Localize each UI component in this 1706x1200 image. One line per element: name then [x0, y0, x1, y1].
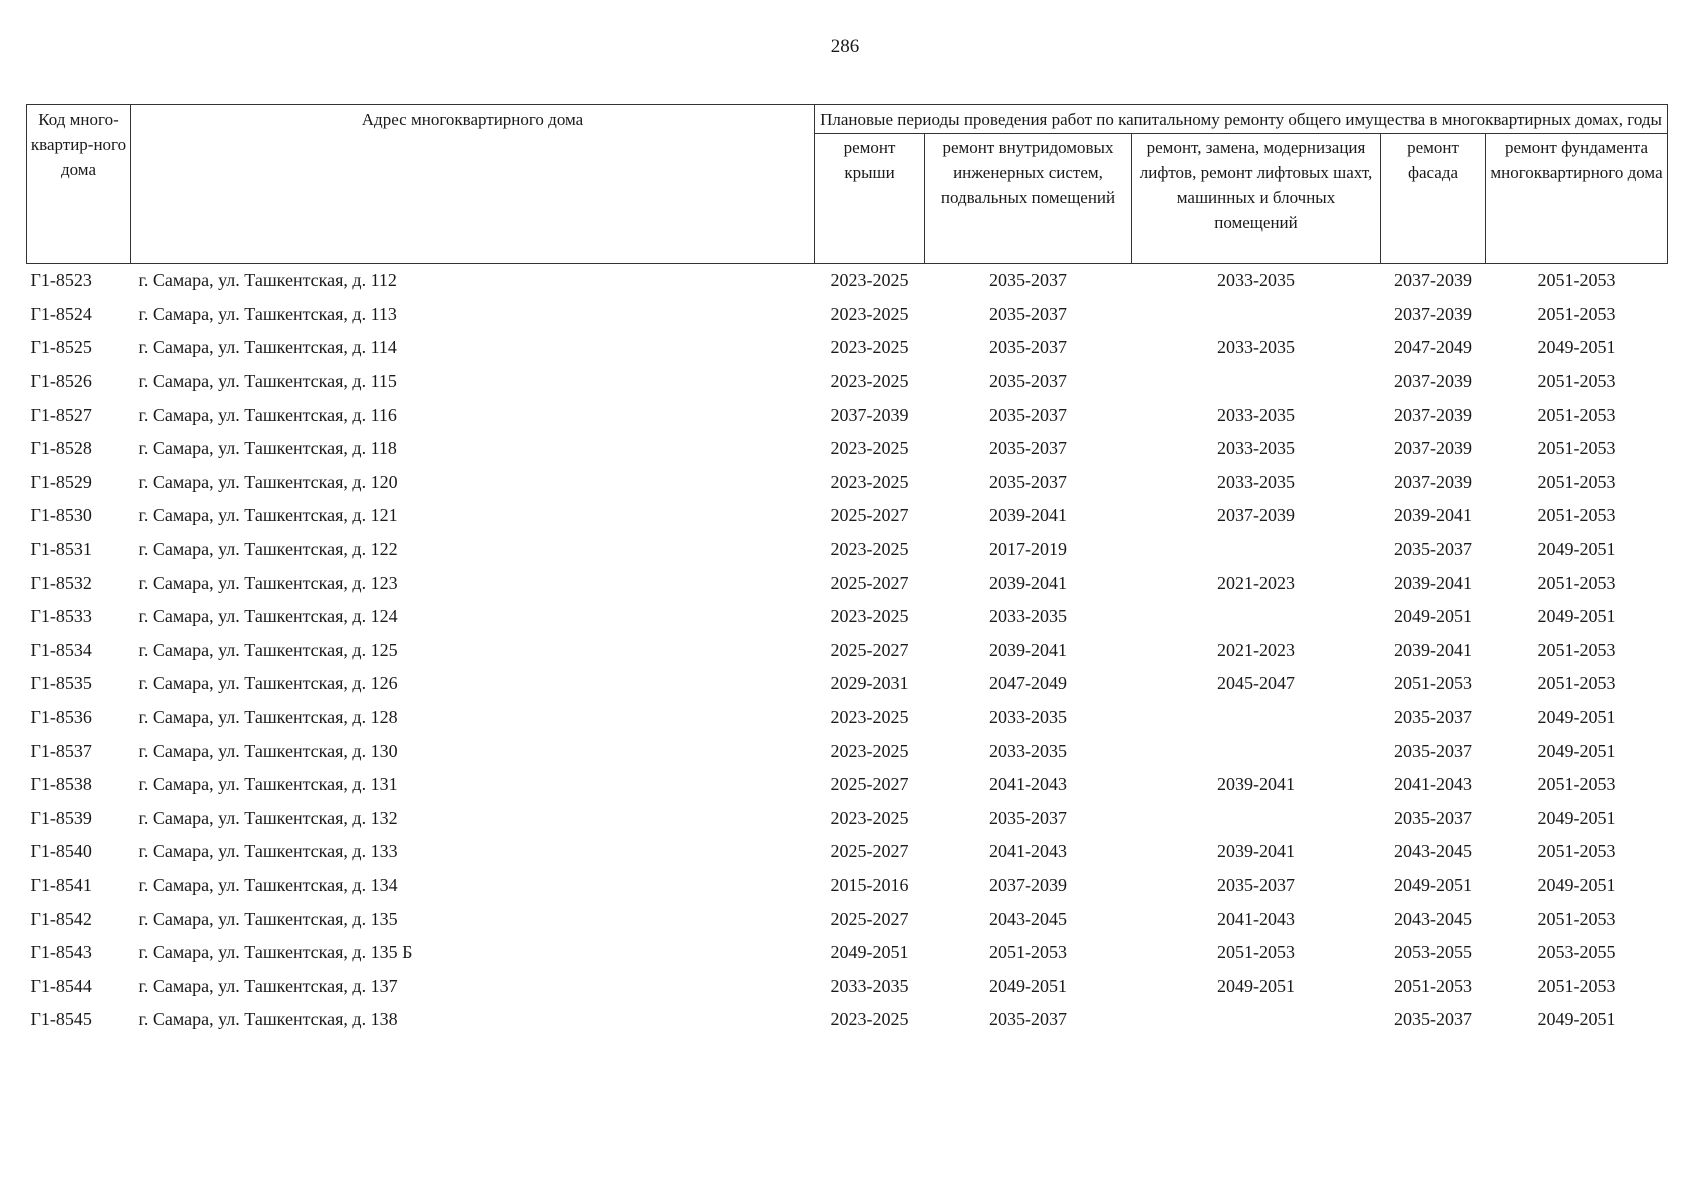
- cell-roof: 2023-2025: [830, 471, 909, 492]
- table-row: [27, 835, 1668, 869]
- cell-code: Г1-8539: [30, 807, 92, 828]
- header-roof: ремонт крыши: [815, 134, 925, 264]
- cell-foundation: 2049-2051: [1537, 707, 1616, 728]
- cell-systems: 2039-2041: [989, 639, 1067, 660]
- cell-foundation: 2051-2053: [1537, 774, 1616, 795]
- table-row: [27, 969, 1668, 1003]
- cell-code: Г1-8544: [30, 975, 92, 996]
- cell-foundation: 2049-2051: [1537, 1009, 1616, 1030]
- page-number: 286: [830, 36, 860, 57]
- cell-code: Г1-8541: [30, 874, 92, 895]
- table-row: [27, 1003, 1668, 1037]
- cell-foundation: 2051-2053: [1537, 371, 1616, 392]
- cell-address: г. Самара, ул. Ташкентская, д. 113: [138, 303, 397, 324]
- table-row: [27, 499, 1668, 533]
- cell-roof: 2033-2035: [830, 975, 909, 996]
- header-periods-group: Плановые периоды проведения работ по капитальному ремонту общего имущества в многоквартирных домах, годы: [815, 105, 1668, 134]
- cell-lifts: 2033-2035: [1217, 404, 1295, 425]
- cell-foundation: 2051-2053: [1537, 975, 1616, 996]
- cell-code: Г1-8529: [30, 471, 92, 492]
- cell-address: г. Самара, ул. Ташкентская, д. 123: [138, 572, 398, 593]
- table-row: [27, 902, 1668, 936]
- cell-code: Г1-8543: [30, 942, 92, 963]
- cell-address: г. Самара, ул. Ташкентская, д. 116: [138, 404, 397, 425]
- cell-code: Г1-8524: [30, 303, 92, 324]
- table-row: [27, 667, 1668, 701]
- cell-roof: 2025-2027: [830, 908, 909, 929]
- cell-code: Г1-8537: [30, 740, 92, 761]
- cell-lifts: 2041-2043: [1217, 908, 1295, 929]
- cell-facade: 2043-2045: [1394, 908, 1472, 929]
- table-row: [27, 298, 1668, 332]
- table-row: [27, 432, 1668, 466]
- cell-roof: 2049-2051: [830, 942, 909, 963]
- table-row: [27, 466, 1668, 500]
- cell-lifts: 2037-2039: [1217, 505, 1295, 526]
- cell-foundation: 2051-2053: [1537, 505, 1616, 526]
- cell-facade: 2039-2041: [1394, 639, 1472, 660]
- cell-foundation: 2051-2053: [1537, 270, 1616, 291]
- cell-facade: 2035-2037: [1394, 1009, 1472, 1030]
- table-row: [27, 398, 1668, 432]
- table-row: [27, 734, 1668, 768]
- cell-roof: 2023-2025: [830, 303, 909, 324]
- cell-code: Г1-8532: [30, 572, 92, 593]
- cell-roof: 2037-2039: [830, 404, 909, 425]
- cell-lifts: 2035-2037: [1217, 874, 1295, 895]
- cell-roof: 2029-2031: [830, 673, 909, 694]
- cell-address: г. Самара, ул. Ташкентская, д. 130: [138, 740, 398, 761]
- cell-facade: 2037-2039: [1394, 270, 1472, 291]
- cell-code: Г1-8527: [30, 404, 92, 425]
- table-body: [27, 264, 1668, 1037]
- cell-address: г. Самара, ул. Ташкентская, д. 135 Б: [138, 942, 413, 963]
- cell-roof: 2023-2025: [830, 1009, 909, 1030]
- cell-systems: 2047-2049: [989, 673, 1067, 694]
- cell-systems: 2033-2035: [989, 740, 1067, 761]
- cell-foundation: 2051-2053: [1537, 673, 1616, 694]
- cell-facade: 2035-2037: [1394, 707, 1472, 728]
- cell-lifts: 2033-2035: [1217, 438, 1295, 459]
- cell-foundation: 2051-2053: [1537, 303, 1616, 324]
- cell-systems: 2037-2039: [989, 874, 1067, 895]
- cell-lifts: 2039-2041: [1217, 774, 1295, 795]
- header-facade: ремонт фасада: [1381, 134, 1486, 264]
- cell-code: Г1-8540: [30, 841, 92, 862]
- header-address: Адрес многоквартирного дома: [131, 105, 815, 264]
- cell-roof: 2023-2025: [830, 740, 909, 761]
- cell-systems: 2035-2037: [989, 1009, 1067, 1030]
- cell-facade: 2037-2039: [1394, 438, 1472, 459]
- cell-facade: 2039-2041: [1394, 572, 1472, 593]
- cell-roof: 2023-2025: [830, 539, 909, 560]
- cell-roof: 2023-2025: [830, 707, 909, 728]
- header-row-top: [27, 105, 1668, 134]
- cell-lifts: [1132, 802, 1381, 836]
- cell-code: Г1-8542: [30, 908, 92, 929]
- cell-lifts: 2049-2051: [1217, 975, 1295, 996]
- cell-lifts: 2051-2053: [1217, 942, 1295, 963]
- table-row: [27, 802, 1668, 836]
- header-foundation: ремонт фундамента многоквартирного дома: [1486, 134, 1668, 264]
- cell-code: Г1-8526: [30, 371, 92, 392]
- table-row: [27, 634, 1668, 668]
- cell-code: Г1-8538: [30, 774, 92, 795]
- cell-lifts: [1132, 298, 1381, 332]
- cell-systems: 2033-2035: [989, 606, 1067, 627]
- cell-address: г. Самара, ул. Ташкентская, д. 112: [138, 270, 397, 291]
- table-row: [27, 869, 1668, 903]
- cell-roof: 2025-2027: [830, 639, 909, 660]
- cell-facade: 2035-2037: [1394, 740, 1472, 761]
- cell-systems: 2043-2045: [989, 908, 1067, 929]
- cell-lifts: [1132, 365, 1381, 399]
- cell-systems: 2049-2051: [989, 975, 1067, 996]
- cell-code: Г1-8531: [30, 539, 92, 560]
- cell-systems: 2051-2053: [989, 942, 1067, 963]
- cell-address: г. Самара, ул. Ташкентская, д. 134: [138, 874, 398, 895]
- cell-address: г. Самара, ул. Ташкентская, д. 121: [138, 505, 398, 526]
- cell-foundation: 2051-2053: [1537, 438, 1616, 459]
- cell-address: г. Самара, ул. Ташкентская, д. 133: [138, 841, 398, 862]
- header-code: Код много-квартир-ного дома: [27, 105, 131, 264]
- cell-foundation: 2051-2053: [1537, 572, 1616, 593]
- cell-lifts: 2045-2047: [1217, 673, 1295, 694]
- table-row: [27, 936, 1668, 970]
- cell-roof: 2023-2025: [830, 606, 909, 627]
- cell-lifts: 2033-2035: [1217, 270, 1295, 291]
- cell-systems: 2035-2037: [989, 270, 1067, 291]
- table-row: [27, 566, 1668, 600]
- cell-roof: 2025-2027: [830, 774, 909, 795]
- cell-systems: 2035-2037: [989, 337, 1067, 358]
- cell-code: Г1-8545: [30, 1009, 92, 1030]
- cell-code: Г1-8534: [30, 639, 92, 660]
- cell-address: г. Самара, ул. Ташкентская, д. 115: [138, 371, 397, 392]
- capital-repair-schedule-table: [26, 104, 1668, 1037]
- cell-facade: 2051-2053: [1394, 975, 1472, 996]
- cell-foundation: 2049-2051: [1537, 874, 1616, 895]
- cell-roof: 2023-2025: [830, 371, 909, 392]
- cell-foundation: 2051-2053: [1537, 841, 1616, 862]
- cell-code: Г1-8523: [30, 270, 92, 291]
- header-lifts: ремонт, замена, модернизация лифтов, ремонт лифтовых шахт, машинных и блочных помещений: [1132, 134, 1381, 264]
- cell-foundation: 2051-2053: [1537, 404, 1616, 425]
- cell-facade: 2039-2041: [1394, 505, 1472, 526]
- header-systems: ремонт внутридомовых инженерных систем, подвальных помещений: [925, 134, 1132, 264]
- cell-foundation: 2049-2051: [1537, 740, 1616, 761]
- cell-facade: 2049-2051: [1394, 606, 1472, 627]
- cell-roof: 2023-2025: [830, 270, 909, 291]
- cell-systems: 2033-2035: [989, 707, 1067, 728]
- cell-roof: 2025-2027: [830, 505, 909, 526]
- cell-lifts: [1132, 734, 1381, 768]
- cell-address: г. Самара, ул. Ташкентская, д. 128: [138, 707, 398, 728]
- cell-facade: 2041-2043: [1394, 774, 1472, 795]
- cell-lifts: [1132, 600, 1381, 634]
- cell-roof: 2023-2025: [830, 337, 909, 358]
- cell-code: Г1-8535: [30, 673, 92, 694]
- cell-lifts: 2033-2035: [1217, 337, 1295, 358]
- cell-facade: 2047-2049: [1394, 337, 1472, 358]
- table-row: [27, 768, 1668, 802]
- cell-systems: 2035-2037: [989, 471, 1067, 492]
- cell-systems: 2039-2041: [989, 572, 1067, 593]
- cell-facade: 2035-2037: [1394, 539, 1472, 560]
- cell-facade: 2037-2039: [1394, 303, 1472, 324]
- cell-code: Г1-8530: [30, 505, 92, 526]
- cell-address: г. Самара, ул. Ташкентская, д. 114: [138, 337, 397, 358]
- cell-facade: 2037-2039: [1394, 371, 1472, 392]
- cell-address: г. Самара, ул. Ташкентская, д. 124: [138, 606, 398, 627]
- cell-foundation: 2051-2053: [1537, 639, 1616, 660]
- cell-address: г. Самара, ул. Ташкентская, д. 132: [138, 807, 398, 828]
- cell-facade: 2053-2055: [1394, 942, 1472, 963]
- cell-lifts: [1132, 701, 1381, 735]
- cell-foundation: 2049-2051: [1537, 539, 1616, 560]
- cell-lifts: 2033-2035: [1217, 471, 1295, 492]
- cell-facade: 2049-2051: [1394, 874, 1472, 895]
- cell-roof: 2023-2025: [830, 807, 909, 828]
- table-row: [27, 533, 1668, 567]
- cell-systems: 2035-2037: [989, 438, 1067, 459]
- table-row: [27, 600, 1668, 634]
- cell-foundation: 2049-2051: [1537, 807, 1616, 828]
- cell-systems: 2035-2037: [989, 371, 1067, 392]
- table-row: [27, 701, 1668, 735]
- cell-facade: 2043-2045: [1394, 841, 1472, 862]
- table-row: [27, 331, 1668, 365]
- cell-systems: 2041-2043: [989, 774, 1067, 795]
- table-header: [27, 105, 1668, 264]
- cell-systems: 2035-2037: [989, 404, 1067, 425]
- cell-address: г. Самара, ул. Ташкентская, д. 131: [138, 774, 398, 795]
- cell-lifts: 2021-2023: [1217, 639, 1295, 660]
- cell-systems: 2017-2019: [989, 539, 1067, 560]
- table-row: [27, 264, 1668, 298]
- cell-address: г. Самара, ул. Ташкентская, д. 125: [138, 639, 398, 660]
- cell-lifts: 2039-2041: [1217, 841, 1295, 862]
- cell-address: г. Самара, ул. Ташкентская, д. 118: [138, 438, 397, 459]
- cell-foundation: 2053-2055: [1537, 942, 1616, 963]
- cell-foundation: 2051-2053: [1537, 908, 1616, 929]
- cell-roof: 2015-2016: [830, 874, 909, 895]
- cell-code: Г1-8533: [30, 606, 92, 627]
- cell-lifts: [1132, 1003, 1381, 1037]
- cell-roof: 2023-2025: [830, 438, 909, 459]
- cell-systems: 2035-2037: [989, 807, 1067, 828]
- cell-address: г. Самара, ул. Ташкентская, д. 122: [138, 539, 398, 560]
- cell-lifts: [1132, 533, 1381, 567]
- cell-foundation: 2051-2053: [1537, 471, 1616, 492]
- cell-foundation: 2049-2051: [1537, 606, 1616, 627]
- cell-lifts: 2021-2023: [1217, 572, 1295, 593]
- cell-address: г. Самара, ул. Ташкентская, д. 138: [138, 1009, 398, 1030]
- cell-address: г. Самара, ул. Ташкентская, д. 137: [138, 975, 398, 996]
- cell-roof: 2025-2027: [830, 841, 909, 862]
- cell-code: Г1-8525: [30, 337, 92, 358]
- cell-code: Г1-8528: [30, 438, 92, 459]
- cell-address: г. Самара, ул. Ташкентская, д. 126: [138, 673, 398, 694]
- cell-roof: 2025-2027: [830, 572, 909, 593]
- cell-code: Г1-8536: [30, 707, 92, 728]
- cell-foundation: 2049-2051: [1537, 337, 1616, 358]
- cell-facade: 2037-2039: [1394, 404, 1472, 425]
- cell-systems: 2041-2043: [989, 841, 1067, 862]
- cell-systems: 2039-2041: [989, 505, 1067, 526]
- cell-systems: 2035-2037: [989, 303, 1067, 324]
- cell-address: г. Самара, ул. Ташкентская, д. 120: [138, 471, 398, 492]
- cell-facade: 2037-2039: [1394, 471, 1472, 492]
- cell-facade: 2035-2037: [1394, 807, 1472, 828]
- cell-address: г. Самара, ул. Ташкентская, д. 135: [138, 908, 398, 929]
- table-row: [27, 365, 1668, 399]
- cell-facade: 2051-2053: [1394, 673, 1472, 694]
